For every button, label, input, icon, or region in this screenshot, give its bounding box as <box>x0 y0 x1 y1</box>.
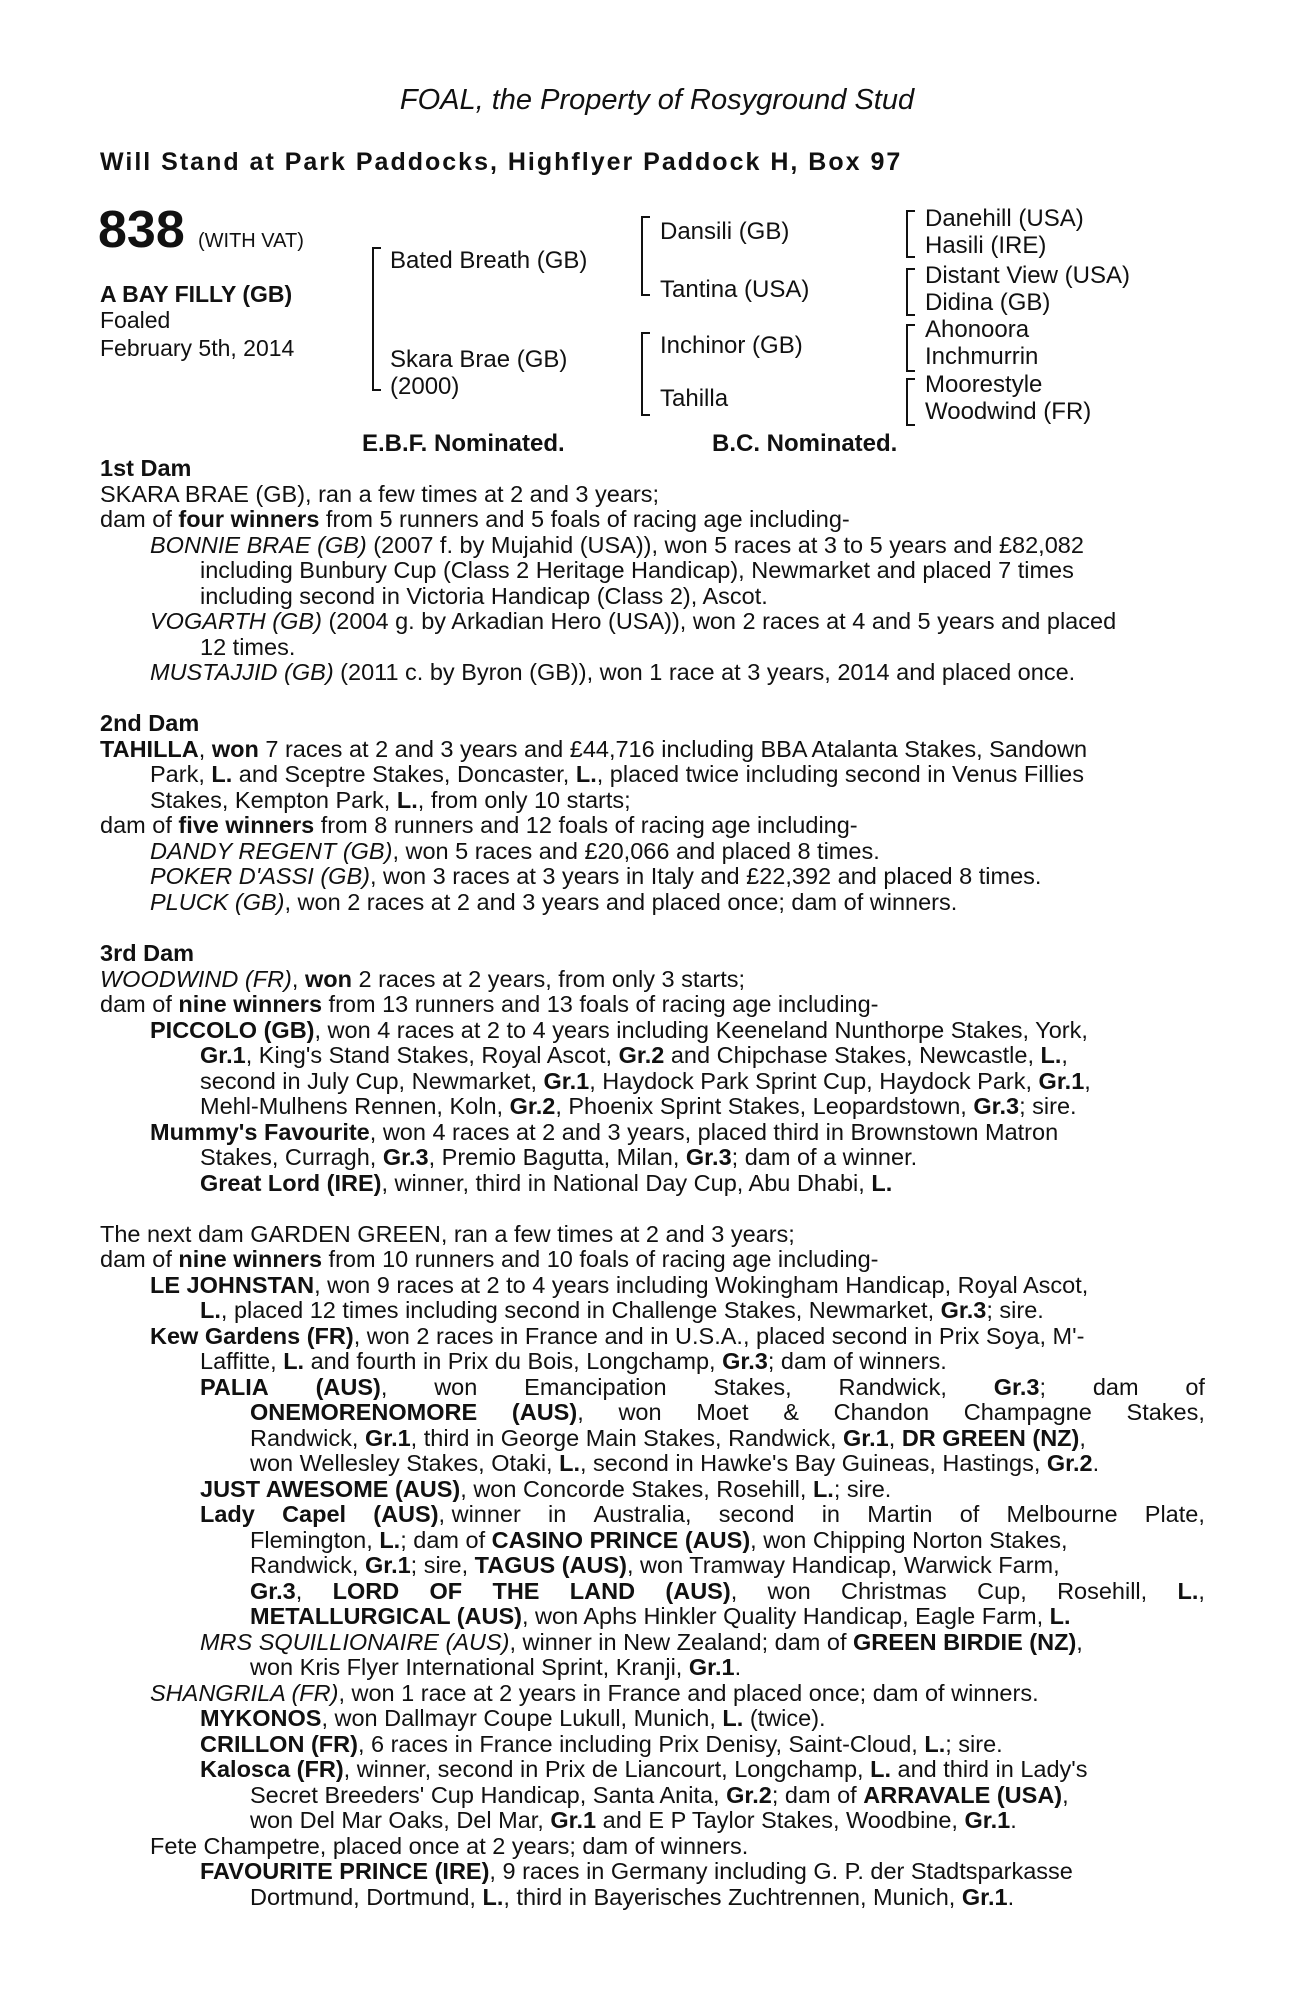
foaled-label: Foaled <box>100 307 171 333</box>
third-dam-heading: 3rd Dam <box>100 940 195 966</box>
dam-sire: Inchinor (GB) <box>660 332 803 359</box>
lot-number: 838 <box>98 201 185 259</box>
grandsire-2: Distant View (USA) <box>925 262 1130 289</box>
randwick-line: Randwick, Gr.1, third in George Main Stakes, Randwick, Gr.1, DR GREEN (NZ), <box>250 1425 1086 1451</box>
second-dam-heading: 2nd Dam <box>100 710 200 736</box>
grandsire-3: Ahonoora <box>925 316 1030 343</box>
dandy-regent-line: DANDY REGENT (GB), won 5 races and £20,066 and placed 8 times. <box>150 838 880 864</box>
grandsire-1: Danehill (USA) <box>925 205 1084 232</box>
just-awesome-line: JUST AWESOME (AUS), won Concorde Stakes, Rosehill, L.; sire. <box>200 1476 892 1502</box>
favourite-prince-line1: FAVOURITE PRINCE (IRE), 9 races in Germany including G. P. der Stadtsparkasse <box>200 1858 1073 1884</box>
bonnie-brae-line1: BONNIE BRAE (GB) (2007 f. by Mujahid (USA)), won 5 races at 3 to 5 years and £82,082 <box>150 532 1084 558</box>
first-dam-intro: SKARA BRAE (GB), ran a few times at 2 and 3 years; <box>100 481 660 507</box>
bonnie-brae-line3: including second in Victoria Handicap (Class 2), Ascot. <box>200 583 768 609</box>
next-dam-summary: dam of nine winners from 10 runners and 10 foals of racing age including- <box>100 1246 879 1272</box>
first-dam-summary: dam of four winners from 5 runners and 5 foals of racing age including- <box>100 506 850 532</box>
first-dam-heading: 1st Dam <box>100 455 192 481</box>
third-dam-summary: dam of nine winners from 13 runners and 13 foals of racing age including- <box>100 991 879 1017</box>
g-brace-3 <box>906 324 915 372</box>
dam-dam: Tahilla <box>660 385 729 412</box>
mustajjid-line: MUSTAJJID (GB) (2011 c. by Byron (GB)), won 1 race at 3 years, 2014 and placed once. <box>150 659 1076 685</box>
wellesley-line: won Wellesley Stakes, Otaki, L., second in Hawke's Bay Guineas, Hastings, Gr.2. <box>250 1450 1100 1476</box>
piccolo-line1: PICCOLO (GB), won 4 races at 2 to 4 years including Keeneland Nunthorpe Stakes, York, <box>150 1017 1088 1043</box>
woodwind-line: WOODWIND (FR), won 2 races at 2 years, from only 3 starts; <box>100 966 746 992</box>
kew-gardens-line1: Kew Gardens (FR), won 2 races in France and in U.S.A., placed second in Prix Soya, M'- <box>150 1323 1085 1349</box>
stand-location: Will Stand at Park Paddocks, Highflyer Paddock H, Box 97 <box>100 148 903 176</box>
g-brace-2 <box>906 268 915 316</box>
sire-sire: Dansili (GB) <box>660 218 790 245</box>
tahilla-line2: Park, L. and Sceptre Stakes, Doncaster, L., placed twice including second in Venus Fillies <box>150 761 1084 787</box>
page-subtitle: FOAL, the Property of Rosyground Stud <box>399 84 915 116</box>
mummys-favourite-line1: Mummy's Favourite, won 4 races at 2 and 3 years, placed third in Brownstown Matron <box>150 1119 1059 1145</box>
sire-line-brace <box>641 216 650 296</box>
bc-nominated: B.C. Nominated. <box>712 430 898 457</box>
dam-name: Skara Brae (GB) <box>390 346 568 373</box>
onemorenomore-line: ONEMORENOMORE (AUS), won Moet & Chandon Champagne Stakes, <box>250 1399 1205 1425</box>
lady-capel-line1: Lady Capel (AUS), winner in Australia, second in Martin of Melbourne Plate, <box>200 1501 1205 1527</box>
foaled-date: February 5th, 2014 <box>100 335 295 361</box>
great-lord-line: Great Lord (IRE), winner, third in National Day Cup, Abu Dhabi, L. <box>200 1170 893 1196</box>
dam-line-brace <box>641 332 650 416</box>
shangrila-line: SHANGRILA (FR), won 1 race at 2 years in France and placed once; dam of winners. <box>150 1680 1039 1706</box>
piccolo-line2: Gr.1, King's Stand Stakes, Royal Ascot, Gr.2 and Chipchase Stakes, Newcastle, L., <box>200 1042 1068 1068</box>
pluck-line: PLUCK (GB), won 2 races at 2 and 3 years and placed once; dam of winners. <box>150 889 958 915</box>
piccolo-line3: second in July Cup, Newmarket, Gr.1, Haydock Park Sprint Cup, Haydock Park, Gr.1, <box>200 1068 1091 1094</box>
vogarth-line1: VOGARTH (GB) (2004 g. by Arkadian Hero (USA)), won 2 races at 4 and 5 years and placed <box>150 608 1117 634</box>
sire-name: Bated Breath (GB) <box>390 247 588 274</box>
flemington-line: Flemington, L.; dam of CASINO PRINCE (AUS), won Chipping Norton Stakes, <box>250 1527 1068 1553</box>
piccolo-line4: Mehl-Mulhens Rennen, Koln, Gr.2, Phoenix Sprint Stakes, Leopardstown, Gr.3; sire. <box>200 1093 1077 1119</box>
g-brace-1 <box>906 210 915 258</box>
lord-of-the-land-line: Gr.3, LORD OF THE LAND (AUS), won Christmas Cup, Rosehill, L., <box>250 1578 1205 1604</box>
granddam-3: Inchmurrin <box>925 343 1039 370</box>
tagus-line: Randwick, Gr.1; sire, TAGUS (AUS), won Tramway Handicap, Warwick Farm, <box>250 1552 1060 1578</box>
le-johnstan-line1: LE JOHNSTAN, won 9 races at 2 to 4 years including Wokingham Handicap, Royal Ascot, <box>150 1272 1089 1298</box>
le-johnstan-line2: L., placed 12 times including second in Challenge Stakes, Newmarket, Gr.3; sire. <box>200 1297 1044 1323</box>
kalosca-line2: Secret Breeders' Cup Handicap, Santa Anita, Gr.2; dam of ARRAVALE (USA), <box>250 1782 1069 1808</box>
ebf-nominated: E.B.F. Nominated. <box>362 430 565 457</box>
second-dam-summary: dam of five winners from 8 runners and 12 foals of racing age including- <box>100 812 858 838</box>
mrs-squillionaire-line2: won Kris Flyer International Sprint, Kranji, Gr.1. <box>250 1654 742 1680</box>
kalosca-line1: Kalosca (FR), winner, second in Prix de Liancourt, Longchamp, L. and third in Lady's <box>200 1756 1088 1782</box>
palia-line1: PALIA (AUS), won Emancipation Stakes, Randwick, Gr.3; dam of <box>200 1374 1205 1400</box>
favourite-prince-line2: Dortmund, Dortmund, L., third in Bayerisches Zuchtrennen, Munich, Gr.1. <box>250 1884 1015 1910</box>
g-brace-4 <box>906 378 915 426</box>
poker-dassi-line: POKER D'ASSI (GB), won 3 races at 3 years in Italy and £22,392 and placed 8 times. <box>150 863 1042 889</box>
mykonos-line: MYKONOS, won Dallmayr Coupe Lukull, Munich, L. (twice). <box>200 1705 826 1731</box>
granddam-2: Didina (GB) <box>925 289 1051 316</box>
granddam-4: Woodwind (FR) <box>925 398 1092 425</box>
mrs-squillionaire-line1: MRS SQUILLIONAIRE (AUS), winner in New Zealand; dam of GREEN BIRDIE (NZ), <box>200 1629 1083 1655</box>
tahilla-line1: TAHILLA, won 7 races at 2 and 3 years and £44,716 including BBA Atalanta Stakes, Sandown <box>100 736 1088 762</box>
grandsire-4: Moorestyle <box>925 371 1043 398</box>
tahilla-line3: Stakes, Kempton Park, L., from only 10 starts; <box>150 787 631 813</box>
lot-description: A BAY FILLY (GB) <box>100 281 293 307</box>
kew-gardens-line2: Laffitte, L. and fourth in Prix du Bois, Longchamp, Gr.3; dam of winners. <box>200 1348 947 1374</box>
metallurgical-line: METALLURGICAL (AUS), won Aphs Hinkler Quality Handicap, Eagle Farm, L. <box>250 1603 1071 1629</box>
sire-dam-brace <box>372 247 381 391</box>
kalosca-line3: won Del Mar Oaks, Del Mar, Gr.1 and E P Taylor Stakes, Woodbine, Gr.1. <box>250 1807 1017 1833</box>
fete-champetre-line: Fete Champetre, placed once at 2 years; dam of winners. <box>150 1833 749 1859</box>
dam-year: (2000) <box>390 373 460 400</box>
vogarth-line2: 12 times. <box>200 634 296 660</box>
lot-vat: (WITH VAT) <box>198 230 304 252</box>
next-dam-intro: The next dam GARDEN GREEN, ran a few times at 2 and 3 years; <box>100 1221 795 1247</box>
mummys-favourite-line2: Stakes, Curragh, Gr.3, Premio Bagutta, Milan, Gr.3; dam of a winner. <box>200 1144 918 1170</box>
bonnie-brae-line2: including Bunbury Cup (Class 2 Heritage Handicap), Newmarket and placed 7 times <box>200 557 1074 583</box>
sire-dam: Tantina (USA) <box>660 276 810 303</box>
crillon-line: CRILLON (FR), 6 races in France including Prix Denisy, Saint-Cloud, L.; sire. <box>200 1731 1003 1757</box>
granddam-1: Hasili (IRE) <box>925 232 1047 259</box>
